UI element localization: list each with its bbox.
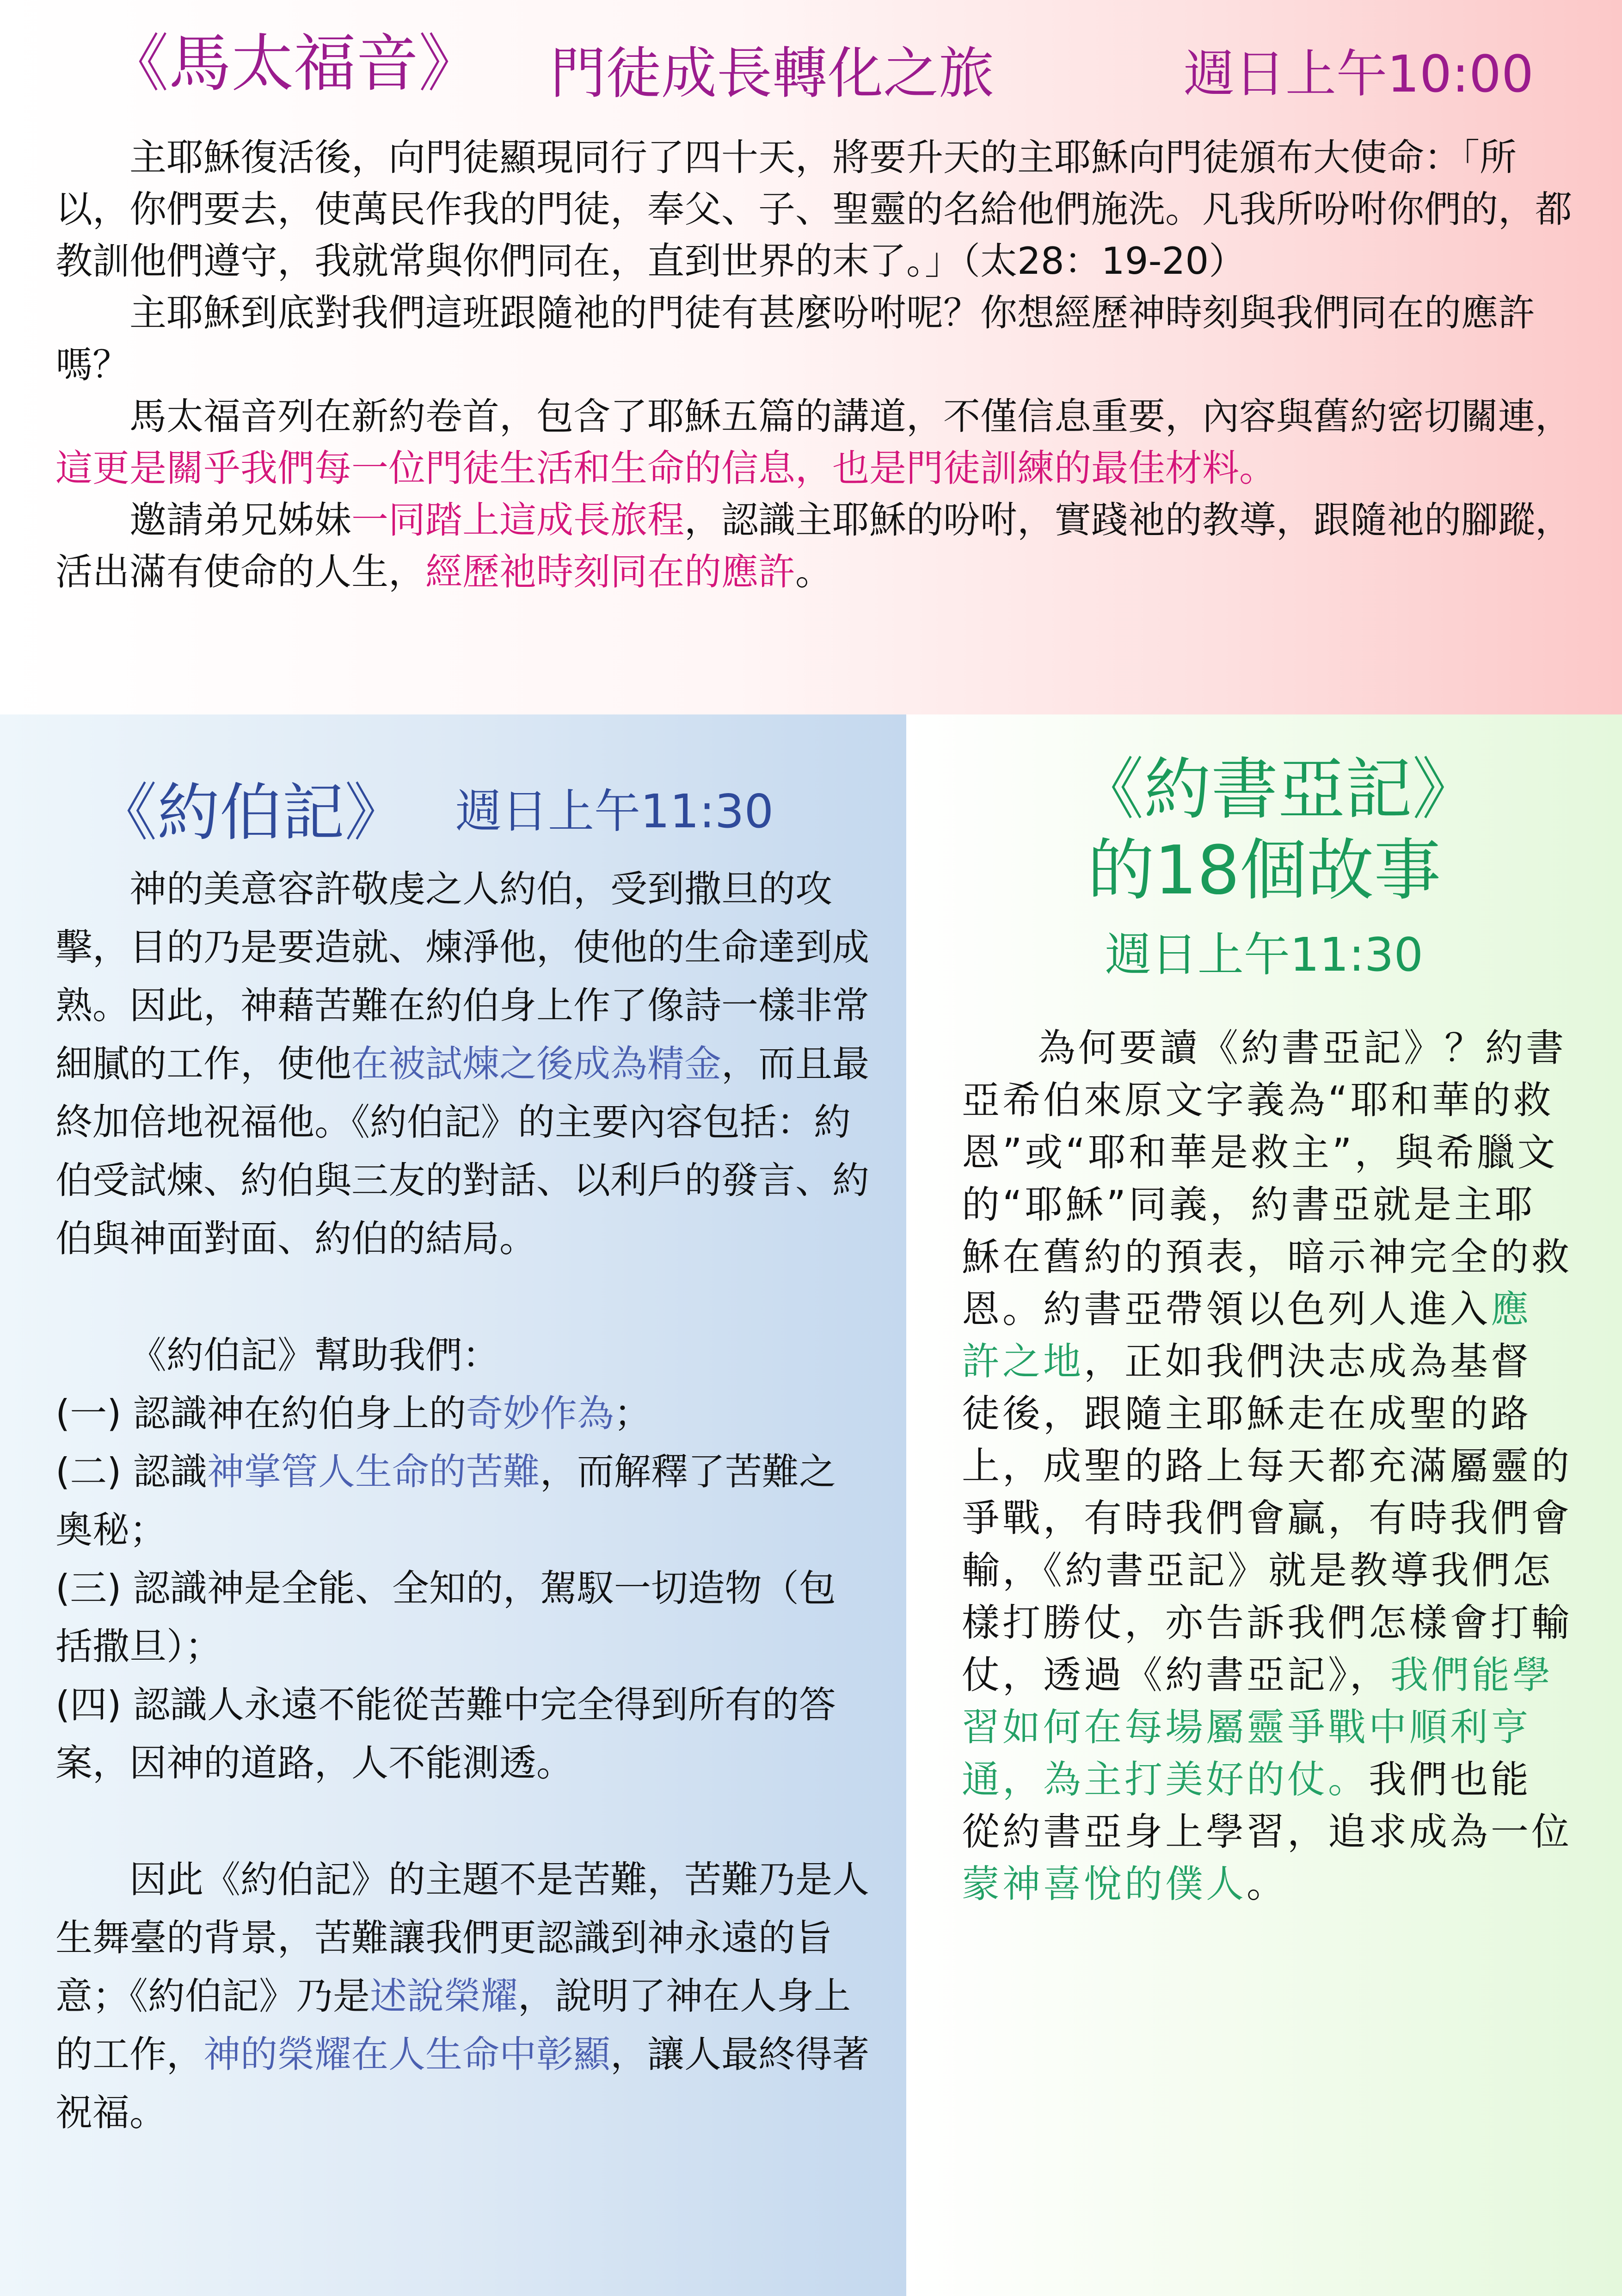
text-run: 。: [1247, 1862, 1288, 1906]
text-run: ，認識主耶穌的吩咐，實踐祂的教導，跟隨祂的腳蹤，活出滿有使命的人生，: [55, 499, 1572, 593]
joshua-title-line-2: 的18個故事: [1087, 831, 1441, 910]
highlight-text: 在被試煉之後成為精金: [351, 1042, 721, 1085]
text-run: ，正如我們決志成為基督徒後，跟隨主耶穌走在成聖的路上，成聖的路上每天都充滿屬靈的爭戰，有時我們會贏，有時我們會輸，《約書亞記》就是教導我們怎樣打勝仗，亦告訴我們怎樣會打輸仗，透過《約書亞記》，: [962, 1340, 1573, 1697]
highlight-text: 經歷祂時刻同在的應許: [425, 550, 795, 593]
job-list-item-4: (四) 認識人永遠不能從苦難中完全得到所有的答案，因神的道路，人不能測透。: [55, 1683, 836, 1785]
text-run: (一) 認識神在約伯身上的: [55, 1392, 466, 1435]
text-run: 馬太福音列在新約卷首，包含了耶穌五篇的講道，不僅信息重要，內容與舊約密切關連，: [129, 395, 1572, 438]
text-run: 因此《約伯記》的主題不是苦難，苦難乃是人生舞臺的背景，苦難讓我們更認識到神永遠的旨意；《約伯記》乃是: [55, 1858, 869, 2018]
text-run: 為何要讀《約書亞記》？約書亞希伯來原文字義為“耶和華的救恩”或“耶和華是救主”，與希臘文的“耶穌”同義，約書亞就是主耶穌在舊約的預表，暗示神完全的救恩。約書亞帶領以色列人進入: [962, 1026, 1573, 1331]
highlight-text: 神掌管人生命的苦難: [207, 1450, 540, 1493]
text-run: ；: [614, 1392, 651, 1435]
job-paragraph-3: [55, 1851, 869, 2142]
job-list-item-3: (三) 認識神是全能、全知的，駕馭一切造物（包括撒旦）；: [55, 1567, 836, 1668]
spacer: [55, 1792, 869, 1851]
job-time: 週日上午11:30: [455, 784, 774, 838]
text-run: ，而且最終加倍地祝福他。《約伯記》的主要內容包括：約伯受試煉、約伯與三友的對話、以利戶的發言、約伯與神面對面、約伯的結局。: [55, 1042, 869, 1260]
text-run: ，而解釋了苦難之奧秘；: [55, 1450, 836, 1551]
matthew-time: 週日上午10:00: [1184, 44, 1534, 104]
highlight-text: 一同踏上這成長旅程: [351, 499, 684, 542]
job-list-item-1: [55, 1385, 869, 1443]
job-title: 《約伯記》: [95, 776, 407, 849]
highlight-text: 應許之地: [962, 1287, 1532, 1384]
text-run: 神的美意容許敬虔之人約伯，受到撒旦的攻擊，目的乃是要造就、煉淨他，使他的生命達到成熟。因此，神藉苦難在約伯身上作了像詩一樣非常細膩的工作，使他: [55, 868, 869, 1085]
text-run: (二) 認識: [55, 1450, 207, 1493]
job-help-intro: 《約伯記》幫助我們：: [129, 1334, 499, 1377]
text-run: ，讓人最終得著祝福。: [55, 2033, 869, 2134]
matthew-title: 《馬太福音》: [106, 27, 481, 100]
highlight-text: 我們能學習如何在每場屬靈爭戰中順利亨通，為主打美好的仗。: [962, 1653, 1554, 1802]
joshua-body: [962, 1022, 1572, 1910]
matthew-paragraph-2: 主耶穌到底對我們這班跟隨祂的門徒有甚麼吩咐呢？你想經歷神時刻與我們同在的應許嗎？: [55, 291, 1535, 386]
matthew-paragraph-4: [55, 494, 1577, 598]
matthew-paragraph-1: 主耶穌復活後，向門徒顯現同行了四十天，將要升天的主耶穌向門徒頒布大使命：「所以，你們要去，使萬民作我的門徒，奉父、子、聖靈的名給他們施洗。凡我所吩咐你們的，都教訓他們遵守，我就常與你們同在，直到世界的末了。」（太28：19-20）: [55, 136, 1572, 283]
text-run: 。: [795, 550, 832, 593]
highlight-text: 這更是關乎我們每一位門徒生活和生命的信息，也是門徒訓練的最佳材料。: [55, 447, 1276, 490]
matthew-subtitle: 門徒成長轉化之旅: [550, 42, 994, 106]
joshua-time: 週日上午11:30: [1105, 928, 1424, 982]
matthew-paragraph-3: [55, 391, 1577, 494]
matthew-body: [55, 132, 1577, 598]
highlight-text: 述說榮耀: [370, 1975, 518, 2018]
text-run: 我們也能從約書亞身上學習，追求成為一位: [962, 1758, 1573, 1854]
joshua-title-line-1: 《約書亞記》: [1077, 751, 1479, 829]
highlight-text: 奇妙作為: [466, 1392, 614, 1435]
job-list-item-2: [55, 1443, 869, 1559]
job-body: [55, 860, 869, 2142]
highlight-text: 蒙神喜悅的僕人: [962, 1862, 1247, 1906]
highlight-text: 神的榮耀在人生命中彰顯: [203, 2033, 610, 2076]
joshua-paragraph: [962, 1022, 1572, 1910]
spacer: [55, 1268, 869, 1326]
job-paragraph-1: [55, 860, 869, 1268]
text-run: ，說明了神在人身上的工作，: [55, 1975, 851, 2076]
text-run: 邀請弟兄姊妹: [129, 499, 351, 542]
